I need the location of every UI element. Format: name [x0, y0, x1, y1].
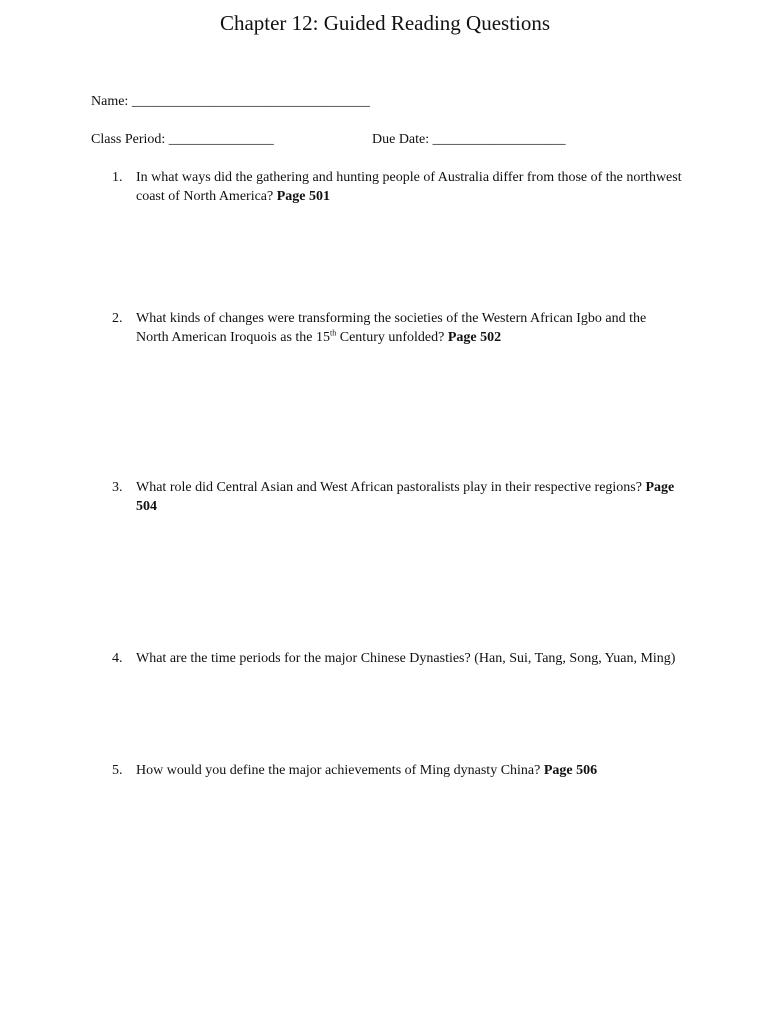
question-body: What kinds of changes were transforming the societies of the Western African Igbo and the North American Iroquois as the 15 — [136, 311, 647, 345]
question-4 — [112, 649, 682, 668]
question-3 — [112, 478, 682, 516]
question-body: What are the time periods for the major Chinese Dynasties? (Han, Sui, Tang, Song, Yuan, Ming) — [136, 651, 676, 666]
page-title: Chapter 12: Guided Reading Questions — [219, 11, 551, 35]
name-field: Name: __________________________________ — [91, 94, 370, 109]
question-text — [136, 761, 682, 780]
question-text — [136, 309, 682, 347]
question-body: How would you define the major achievements of Ming dynasty China? — [136, 763, 544, 778]
question-number: 5. — [112, 763, 123, 778]
question-text — [136, 478, 682, 516]
page-reference: Page 504 — [136, 480, 675, 514]
page-reference: Page 506 — [543, 763, 598, 778]
question-number: 4. — [112, 651, 123, 666]
question-body: What role did Central Asian and West African pastoralists play in their respective regions? — [136, 480, 646, 495]
question-5 — [112, 761, 682, 780]
ordinal-superscript: th — [330, 328, 337, 338]
question-number: 1. — [112, 170, 123, 185]
question-body-continued: Century unfolded? — [336, 330, 448, 345]
question-2 — [112, 309, 682, 347]
question-text — [136, 168, 682, 206]
class-period-field: Class Period: _______________ — [91, 132, 274, 147]
page-reference: Page 501 — [276, 189, 330, 204]
question-text — [136, 649, 682, 668]
question-body: In what ways did the gathering and hunting people of Australia differ from those of the northwest coast of North America? — [136, 170, 682, 204]
question-number: 3. — [112, 480, 123, 495]
question-1 — [112, 168, 682, 206]
question-number: 2. — [112, 311, 123, 326]
page-reference: Page 502 — [447, 330, 502, 345]
due-date-field: Due Date: ___________________ — [372, 132, 566, 147]
